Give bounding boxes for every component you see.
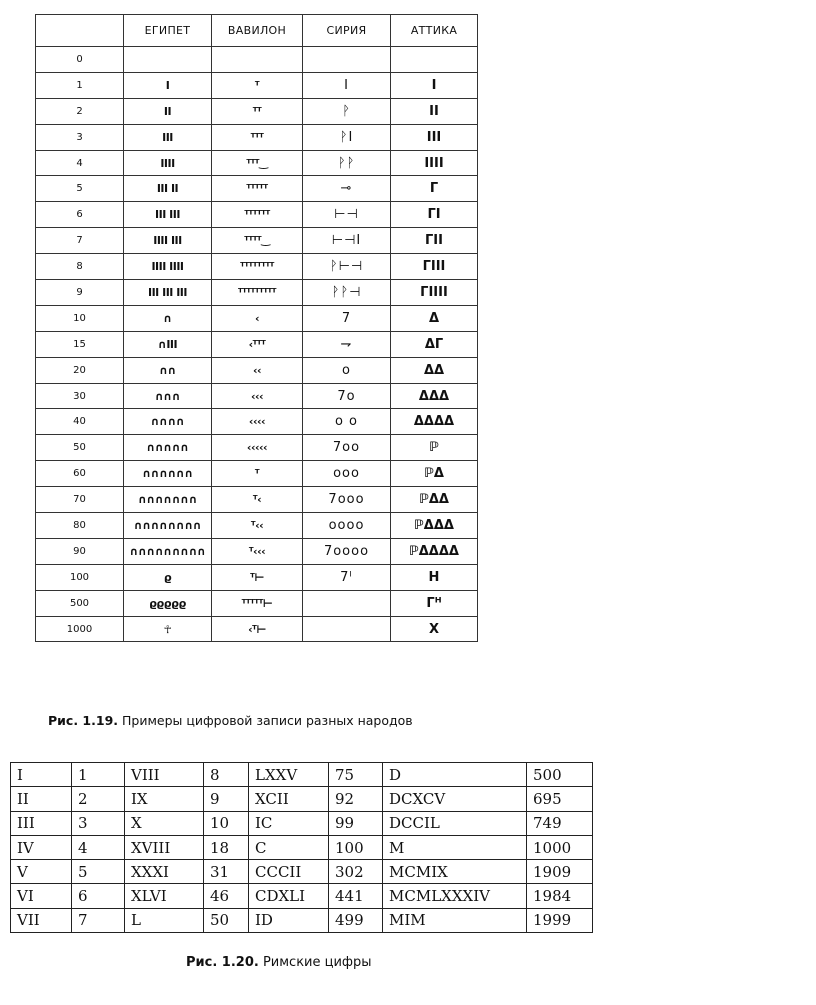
arabic-value-cell: 1999 [527, 908, 593, 932]
roman-numeral-cell: II [11, 787, 72, 811]
table-row [36, 590, 478, 616]
babylon-symbol-cell: ᵀᵀ [212, 98, 303, 124]
table-header-row [36, 15, 478, 47]
babylon-symbol-cell: ‹ᵀ⊢ [212, 616, 303, 642]
attica-symbol-cell: ΓI [391, 202, 478, 228]
egypt-symbol-cell: ∩∩∩∩ [124, 409, 212, 435]
babylon-symbol-cell: ᵀ‹‹ [212, 513, 303, 539]
egypt-symbol-cell: I [124, 72, 212, 98]
egypt-symbol-cell: ϱ [124, 564, 212, 590]
egypt-symbol-cell: ∩∩∩∩∩ [124, 435, 212, 461]
table-row [36, 461, 478, 487]
egypt-symbol-cell: ϱϱϱϱϱ [124, 590, 212, 616]
caption-label: Рис. 1.20. [186, 955, 259, 970]
egypt-symbol-cell: IIII IIII [124, 254, 212, 280]
babylon-symbol-cell: ᵀ [212, 461, 303, 487]
babylon-symbol-cell: ᵀᵀᵀᵀᵀ [212, 176, 303, 202]
babylon-symbol-cell: ‹ᵀᵀᵀ [212, 331, 303, 357]
roman-numeral-cell: IX [125, 787, 204, 811]
attica-symbol-cell: ΔΔ [391, 357, 478, 383]
number-cell: 0 [36, 47, 124, 73]
number-cell: 8 [36, 254, 124, 280]
header-egypt: ЕГИПЕТ [124, 15, 212, 47]
roman-numeral-cell: I [11, 763, 72, 787]
table-row [11, 860, 593, 884]
babylon-symbol-cell: ᵀ‹‹‹ [212, 538, 303, 564]
babylon-symbol-cell: ᵀᵀᵀ‿ [212, 150, 303, 176]
arabic-value-cell: 9 [204, 787, 249, 811]
table-row [36, 538, 478, 564]
attica-symbol-cell: ℙΔΔ [391, 487, 478, 513]
syria-symbol-cell: ooo [303, 461, 391, 487]
table-row [11, 811, 593, 835]
roman-numeral-cell: MCMIX [383, 860, 527, 884]
roman-numeral-cell: XVIII [125, 835, 204, 859]
caption-label: Рис. 1.19. [48, 713, 119, 728]
syria-symbol-cell: ᚹᚹ⊣ [303, 280, 391, 306]
arabic-value-cell: 500 [527, 763, 593, 787]
header-syria: СИРИЯ [303, 15, 391, 47]
arabic-value-cell: 1 [72, 763, 125, 787]
number-cell: 1000 [36, 616, 124, 642]
egypt-symbol-cell: III [124, 124, 212, 150]
arabic-value-cell: 10 [204, 811, 249, 835]
babylon-symbol-cell: ‹‹ [212, 357, 303, 383]
number-cell: 50 [36, 435, 124, 461]
syria-symbol-cell: ⊢⊣ [303, 202, 391, 228]
arabic-value-cell: 499 [329, 908, 383, 932]
syria-symbol-cell: ᚹ⊢⊣ [303, 254, 391, 280]
attica-symbol-cell: ℙΔΔΔΔ [391, 538, 478, 564]
table-row [36, 487, 478, 513]
egypt-symbol-cell: ☥ [124, 616, 212, 642]
roman-numeral-cell: XCII [249, 787, 329, 811]
table-row [36, 357, 478, 383]
roman-numeral-cell: M [383, 835, 527, 859]
babylon-symbol-cell: ᵀᵀᵀᵀᵀ⊢ [212, 590, 303, 616]
syria-symbol-cell: o o [303, 409, 391, 435]
arabic-value-cell: 50 [204, 908, 249, 932]
syria-symbol-cell [303, 590, 391, 616]
table-row [11, 787, 593, 811]
table-row [36, 72, 478, 98]
attica-symbol-cell: ΔΔΔΔ [391, 409, 478, 435]
number-cell: 6 [36, 202, 124, 228]
numeral-systems-table [35, 14, 478, 642]
attica-symbol-cell: ΔΔΔ [391, 383, 478, 409]
table-row [36, 409, 478, 435]
number-cell: 80 [36, 513, 124, 539]
syria-symbol-cell: ᚹ [303, 98, 391, 124]
figure-1-19-caption [48, 713, 413, 728]
roman-numeral-cell: CCCII [249, 860, 329, 884]
roman-numeral-cell: C [249, 835, 329, 859]
number-cell: 9 [36, 280, 124, 306]
arabic-value-cell: 302 [329, 860, 383, 884]
attica-symbol-cell: ΔΓ [391, 331, 478, 357]
babylon-symbol-cell: ᵀᵀᵀᵀᵀᵀᵀᵀ [212, 254, 303, 280]
babylon-symbol-cell: ᵀᵀᵀᵀᵀᵀᵀᵀᵀ [212, 280, 303, 306]
syria-symbol-cell: ⊢⊣I [303, 228, 391, 254]
roman-numeral-cell: IV [11, 835, 72, 859]
figure-1-20-caption [186, 955, 372, 970]
syria-symbol-cell: ⊸ [303, 176, 391, 202]
table-row [36, 513, 478, 539]
roman-numeral-cell: D [383, 763, 527, 787]
babylon-symbol-cell: ᵀᵀᵀᵀ‿ [212, 228, 303, 254]
syria-symbol-cell [303, 47, 391, 73]
attica-symbol-cell: H [391, 564, 478, 590]
egypt-symbol-cell: IIII [124, 150, 212, 176]
roman-numeral-cell: LXXV [249, 763, 329, 787]
table-row [36, 616, 478, 642]
numeral-systems-body [36, 47, 478, 642]
number-cell: 500 [36, 590, 124, 616]
arabic-value-cell: 46 [204, 884, 249, 908]
header-attica: АТТИКА [391, 15, 478, 47]
table-row [11, 835, 593, 859]
arabic-value-cell: 2 [72, 787, 125, 811]
babylon-symbol-cell: ᵀ [212, 72, 303, 98]
table-row [36, 98, 478, 124]
roman-numeral-cell: MCMLXXXIV [383, 884, 527, 908]
roman-numeral-cell: XLVI [125, 884, 204, 908]
number-cell: 1 [36, 72, 124, 98]
number-cell: 3 [36, 124, 124, 150]
syria-symbol-cell: ᚹᚹ [303, 150, 391, 176]
caption-text: Примеры цифровой записи разных народов [118, 713, 413, 728]
attica-symbol-cell: ΓIII [391, 254, 478, 280]
roman-numeral-cell: MIM [383, 908, 527, 932]
babylon-symbol-cell: ᵀᵀᵀᵀᵀᵀ [212, 202, 303, 228]
table-row [11, 884, 593, 908]
number-cell: 20 [36, 357, 124, 383]
header-number [36, 15, 124, 47]
attica-symbol-cell: ΓII [391, 228, 478, 254]
number-cell: 90 [36, 538, 124, 564]
table-row [36, 228, 478, 254]
number-cell: 4 [36, 150, 124, 176]
syria-symbol-cell: 7ᴵ [303, 564, 391, 590]
table-row [36, 124, 478, 150]
table-row [36, 383, 478, 409]
egypt-symbol-cell: ∩∩∩∩∩∩ [124, 461, 212, 487]
egypt-symbol-cell: ∩∩∩ [124, 383, 212, 409]
arabic-value-cell: 100 [329, 835, 383, 859]
syria-symbol-cell: I [303, 72, 391, 98]
arabic-value-cell: 4 [72, 835, 125, 859]
number-cell: 5 [36, 176, 124, 202]
arabic-value-cell: 5 [72, 860, 125, 884]
egypt-symbol-cell: ∩III [124, 331, 212, 357]
syria-symbol-cell: oooo [303, 513, 391, 539]
attica-symbol-cell: Γᴴ [391, 590, 478, 616]
roman-numeral-cell: XXXI [125, 860, 204, 884]
table-row [36, 150, 478, 176]
table-row [36, 280, 478, 306]
attica-symbol-cell: Δ [391, 305, 478, 331]
syria-symbol-cell: 7oo [303, 435, 391, 461]
roman-numeral-cell: DCXCV [383, 787, 527, 811]
arabic-value-cell: 99 [329, 811, 383, 835]
arabic-value-cell: 749 [527, 811, 593, 835]
number-cell: 30 [36, 383, 124, 409]
babylon-symbol-cell: ‹‹‹‹ [212, 409, 303, 435]
babylon-symbol-cell [212, 47, 303, 73]
roman-numeral-cell: III [11, 811, 72, 835]
arabic-value-cell: 3 [72, 811, 125, 835]
syria-symbol-cell: 7oooo [303, 538, 391, 564]
table-row [36, 254, 478, 280]
table-row [36, 176, 478, 202]
table-row [36, 435, 478, 461]
arabic-value-cell: 441 [329, 884, 383, 908]
syria-symbol-cell [303, 616, 391, 642]
egypt-symbol-cell: III II [124, 176, 212, 202]
arabic-value-cell: 7 [72, 908, 125, 932]
roman-numeral-cell: CDXLI [249, 884, 329, 908]
egypt-symbol-cell: ∩∩ [124, 357, 212, 383]
number-cell: 40 [36, 409, 124, 435]
roman-numeral-cell: VIII [125, 763, 204, 787]
babylon-symbol-cell: ‹ [212, 305, 303, 331]
table-row [11, 908, 593, 932]
egypt-symbol-cell [124, 47, 212, 73]
attica-symbol-cell: ℙΔΔΔ [391, 513, 478, 539]
number-cell: 15 [36, 331, 124, 357]
attica-symbol-cell: IIII [391, 150, 478, 176]
roman-numerals-body [11, 763, 593, 933]
caption-text: Римские цифры [258, 955, 372, 970]
syria-symbol-cell: ⇁ [303, 331, 391, 357]
table-row [11, 763, 593, 787]
roman-numeral-cell: ID [249, 908, 329, 932]
egypt-symbol-cell: III III III [124, 280, 212, 306]
roman-numeral-cell: VII [11, 908, 72, 932]
attica-symbol-cell: ΓIIII [391, 280, 478, 306]
attica-symbol-cell: III [391, 124, 478, 150]
table-row [36, 202, 478, 228]
babylon-symbol-cell: ᵀ‹ [212, 487, 303, 513]
syria-symbol-cell: ᚹI [303, 124, 391, 150]
attica-symbol-cell: II [391, 98, 478, 124]
egypt-symbol-cell: III III [124, 202, 212, 228]
syria-symbol-cell: 7o [303, 383, 391, 409]
number-cell: 2 [36, 98, 124, 124]
arabic-value-cell: 1984 [527, 884, 593, 908]
arabic-value-cell: 1909 [527, 860, 593, 884]
egypt-symbol-cell: ∩ [124, 305, 212, 331]
syria-symbol-cell: 7 [303, 305, 391, 331]
table-row [36, 47, 478, 73]
roman-numeral-cell: IC [249, 811, 329, 835]
number-cell: 70 [36, 487, 124, 513]
egypt-symbol-cell: ∩∩∩∩∩∩∩∩ [124, 513, 212, 539]
attica-symbol-cell: ℙ [391, 435, 478, 461]
number-cell: 60 [36, 461, 124, 487]
egypt-symbol-cell: IIII III [124, 228, 212, 254]
roman-numeral-cell: DCCIL [383, 811, 527, 835]
table-row [36, 564, 478, 590]
roman-numeral-cell: V [11, 860, 72, 884]
egypt-symbol-cell: ∩∩∩∩∩∩∩∩∩ [124, 538, 212, 564]
arabic-value-cell: 6 [72, 884, 125, 908]
number-cell: 7 [36, 228, 124, 254]
attica-symbol-cell: Γ [391, 176, 478, 202]
egypt-symbol-cell: ∩∩∩∩∩∩∩ [124, 487, 212, 513]
attica-symbol-cell: I [391, 72, 478, 98]
table-row [36, 305, 478, 331]
babylon-symbol-cell: ᵀ⊢ [212, 564, 303, 590]
babylon-symbol-cell: ‹‹‹ [212, 383, 303, 409]
header-babylon: ВАВИЛОН [212, 15, 303, 47]
arabic-value-cell: 92 [329, 787, 383, 811]
table-row [36, 331, 478, 357]
syria-symbol-cell: o [303, 357, 391, 383]
arabic-value-cell: 75 [329, 763, 383, 787]
arabic-value-cell: 695 [527, 787, 593, 811]
arabic-value-cell: 18 [204, 835, 249, 859]
number-cell: 10 [36, 305, 124, 331]
babylon-symbol-cell: ‹‹‹‹‹ [212, 435, 303, 461]
egypt-symbol-cell: II [124, 98, 212, 124]
roman-numeral-cell: VI [11, 884, 72, 908]
syria-symbol-cell: 7ooo [303, 487, 391, 513]
attica-symbol-cell [391, 47, 478, 73]
attica-symbol-cell: ℙΔ [391, 461, 478, 487]
roman-numeral-cell: L [125, 908, 204, 932]
arabic-value-cell: 31 [204, 860, 249, 884]
babylon-symbol-cell: ᵀᵀᵀ [212, 124, 303, 150]
roman-numeral-cell: X [125, 811, 204, 835]
arabic-value-cell: 8 [204, 763, 249, 787]
attica-symbol-cell: X [391, 616, 478, 642]
roman-numerals-table [10, 762, 593, 933]
number-cell: 100 [36, 564, 124, 590]
arabic-value-cell: 1000 [527, 835, 593, 859]
